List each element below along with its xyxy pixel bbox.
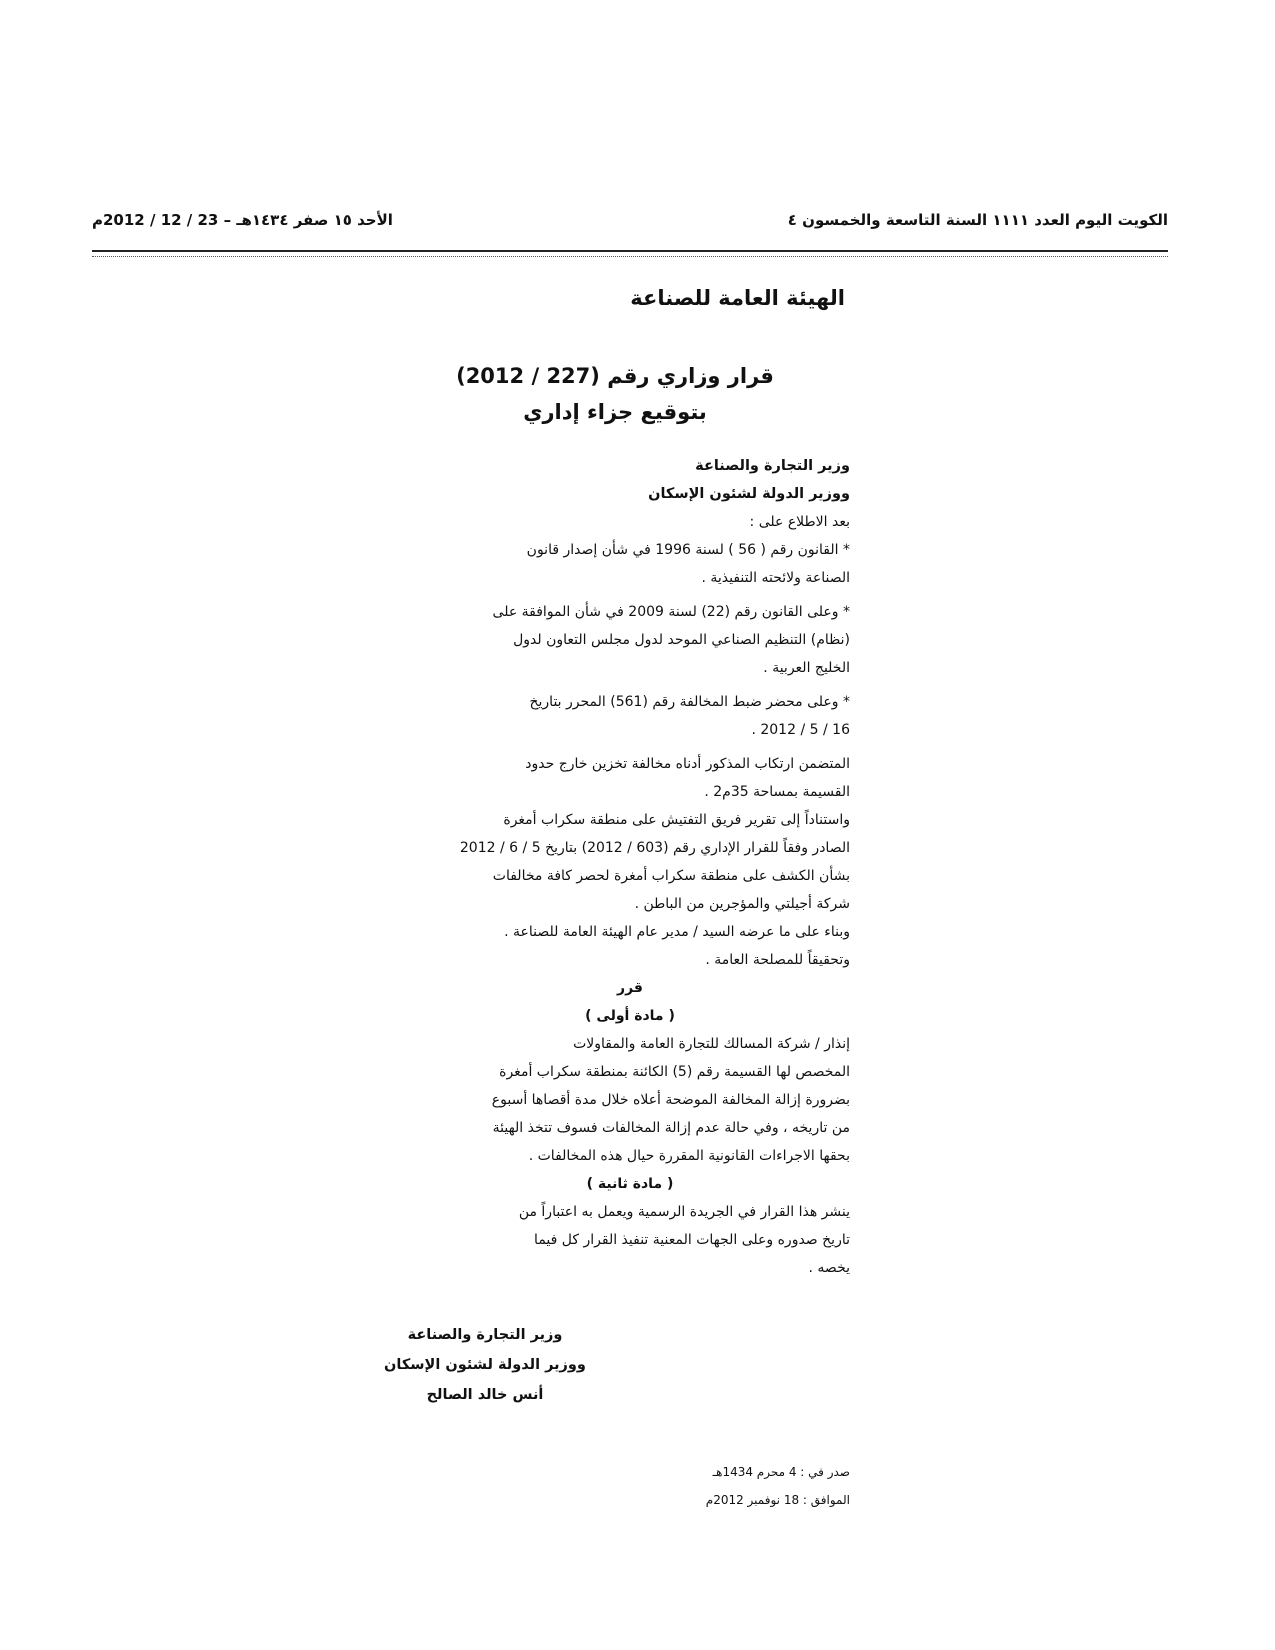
article-2-text <box>410 1198 850 1282</box>
consideration-line: المتضمن ارتكاب المذكور أدناه مخالفة تخزين خارج حدود <box>525 756 850 772</box>
gazette-date: الأحد ١٥ صفر ١٤٣٤هـ – 23 / 12 / 2012م <box>92 211 393 229</box>
signatory-title: وزير التجارة والصناعة <box>407 1327 563 1343</box>
issue-date-hijri: صدر في : 4 محرم 1434هـ <box>712 1465 850 1479</box>
consideration-line: القسيمة بمساحة 35م2 . <box>704 784 850 800</box>
decree-title-number: قرار وزاري رقم (227 / 2012) <box>456 364 774 388</box>
article-line: بحقها الاجراءات القانونية المقررة حيال هذه المخالفات . <box>528 1148 850 1164</box>
preamble-review: بعد الاطلاع على : <box>749 514 850 530</box>
signature-block <box>360 1320 610 1410</box>
preamble-minister: وزير التجارة والصناعة <box>695 458 850 474</box>
consideration-line: بشأن الكشف على منطقة سكراب أمغرة لحصر كافة مخالفات <box>492 868 850 884</box>
issue-date-gregorian: الموافق : 18 نوفمبر 2012م <box>705 1493 850 1507</box>
decree-title <box>455 358 775 430</box>
consideration-line: شركة أجيلتي والمؤجرين من الباطن . <box>634 896 850 912</box>
header-rule-dotted <box>92 256 1168 257</box>
consideration <box>410 598 850 682</box>
signatory-title-housing: ووزير الدولة لشئون الإسكان <box>384 1357 586 1373</box>
decree-title-subject: بتوقيع جزاء إداري <box>523 400 707 424</box>
article-line: المخصص لها القسيمة رقم (5) الكائنة بمنطقة سكراب أمغرة <box>499 1064 850 1080</box>
article-1-heading: ( مادة أولى ) <box>585 1008 675 1024</box>
consideration-line: * وعلى محضر ضبط المخالفة رقم (561) المحرر بتاريخ <box>529 694 850 710</box>
decree-body <box>410 452 850 1282</box>
agency-heading: الهيئة العامة للصناعة <box>630 286 845 310</box>
consideration-line: * القانون رقم ( 56 ) لسنة 1996 في شأن إصدار قانون <box>526 542 850 558</box>
consideration <box>410 806 850 918</box>
article-1-text <box>410 1030 850 1170</box>
article-line: يخصه . <box>808 1260 850 1276</box>
article-2-heading: ( مادة ثانية ) <box>586 1176 674 1192</box>
consideration <box>410 536 850 592</box>
signatory-name: أنس خالد الصالح <box>426 1387 544 1403</box>
decision-heading: قرر <box>617 980 643 996</box>
article-line: من تاريخه ، وفي حالة عدم إزالة المخالفات فسوف تتخذ الهيئة <box>492 1120 850 1136</box>
consideration-line: وتحقيقاً للمصلحة العامة . <box>705 952 850 968</box>
gazette-issue-info: الكويت اليوم العدد ١١١١ السنة التاسعة والخمسون ٤ <box>787 211 1168 229</box>
running-header <box>92 211 1168 241</box>
consideration-line: * وعلى القانون رقم (22) لسنة 2009 في شأن الموافقة على <box>492 604 850 620</box>
consideration-line: الخليج العربية . <box>763 660 850 676</box>
consideration-line: الصناعة ولائحته التنفيذية . <box>701 570 850 586</box>
consideration-line: 16 / 5 / 2012 . <box>751 722 850 738</box>
consideration-line: الصادر وفقاً للقرار الإداري رقم (603 / 2012) بتاريخ 5 / 6 / 2012 <box>459 840 850 856</box>
consideration <box>410 750 850 806</box>
article-line: ينشر هذا القرار في الجريدة الرسمية ويعمل به اعتباراً من <box>518 1204 850 1220</box>
article-line: تاريخ صدوره وعلى الجهات المعنية تنفيذ القرار كل فيما <box>534 1232 850 1248</box>
article-line: إنذار / شركة المسالك للتجارة العامة والمقاولات <box>573 1036 850 1052</box>
preamble-minister-housing: ووزير الدولة لشئون الإسكان <box>648 486 850 502</box>
consideration-line: وبناء على ما عرضه السيد / مدير عام الهيئة العامة للصناعة . <box>504 924 850 940</box>
consideration <box>410 918 850 974</box>
issue-date-block <box>706 1458 850 1514</box>
consideration-line: واستناداً إلى تقرير فريق التفتيش على منطقة سكراب أمغرة <box>503 812 850 828</box>
consideration <box>410 688 850 744</box>
article-line: بضرورة إزالة المخالفة الموضحة أعلاه خلال مدة أقصاها أسبوع <box>491 1092 850 1108</box>
consideration-line: (نظام) التنظيم الصناعي الموحد لدول مجلس التعاون لدول <box>513 632 850 648</box>
header-rule <box>92 250 1168 252</box>
